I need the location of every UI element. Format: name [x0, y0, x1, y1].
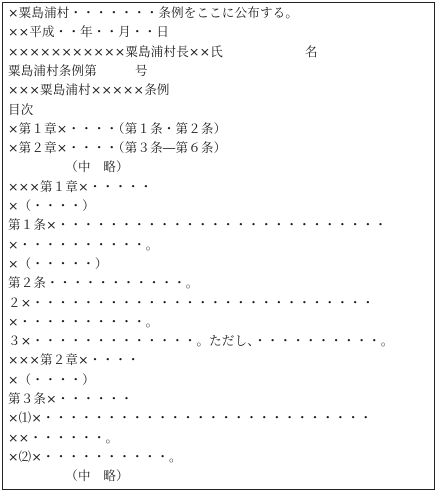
signature-suffix: 名	[305, 43, 318, 59]
article-caption: ×（・・・・）	[8, 198, 95, 213]
toc-chapter-2: ×第２章×・・・・（第３条―第６条）	[8, 140, 227, 156]
article-1-cont: ×・・・・・・・・・・。	[8, 236, 159, 252]
promulgation-line: ×粟島浦村・・・・・・・条例をここに公布する。	[8, 5, 299, 20]
paragraph-2: ２×・・・・・・・・・・・・・・・・・・・・・・・・・・・	[8, 294, 375, 310]
mayor-signature-line: ×××××××××××粟島浦村長××氏	[8, 43, 223, 59]
item-1-cont: ××・・・・・・。	[8, 429, 119, 445]
article-caption: ×（・・・・）	[8, 371, 95, 387]
chapter-1-heading: ×××第１章×・・・・・	[8, 178, 153, 194]
item-1: ×⑴×・・・・・・・・・・・・・・・・・・・・・・・・・・	[8, 410, 373, 426]
toc-chapter-1: ×第１章×・・・・（第１条・第２条）	[8, 120, 227, 136]
article-2: 第２条・・・・・・・・・・・。	[8, 275, 199, 291]
omission-note-end: （中 略）	[8, 468, 129, 484]
article-1: 第１条×・・・・・・・・・・・・・・・・・・・・・・・・・・	[8, 217, 387, 233]
item-2: ×⑵×・・・・・・・・・・。	[8, 448, 182, 464]
ordinance-number: 粟島浦村条例第 号	[8, 62, 148, 78]
ordinance-title: ×××粟島浦村×××××条例	[8, 82, 170, 98]
article-3: 第３条×・・・・・・	[8, 391, 133, 406]
article-caption: ×（・・・・・）	[8, 255, 108, 271]
date-line: ××平成・・年・・月・・日	[8, 24, 170, 40]
paragraph-2-cont: ×・・・・・・・・・・。	[8, 313, 159, 329]
chapter-2-heading: ×××第２章×・・・・	[8, 352, 140, 368]
omission-note: （中 略）	[8, 159, 129, 175]
toc-heading: 目次	[8, 101, 34, 117]
paragraph-3: ３×・・・・・・・・・・・・・。ただし、・・・・・・・・・・。	[8, 333, 394, 349]
